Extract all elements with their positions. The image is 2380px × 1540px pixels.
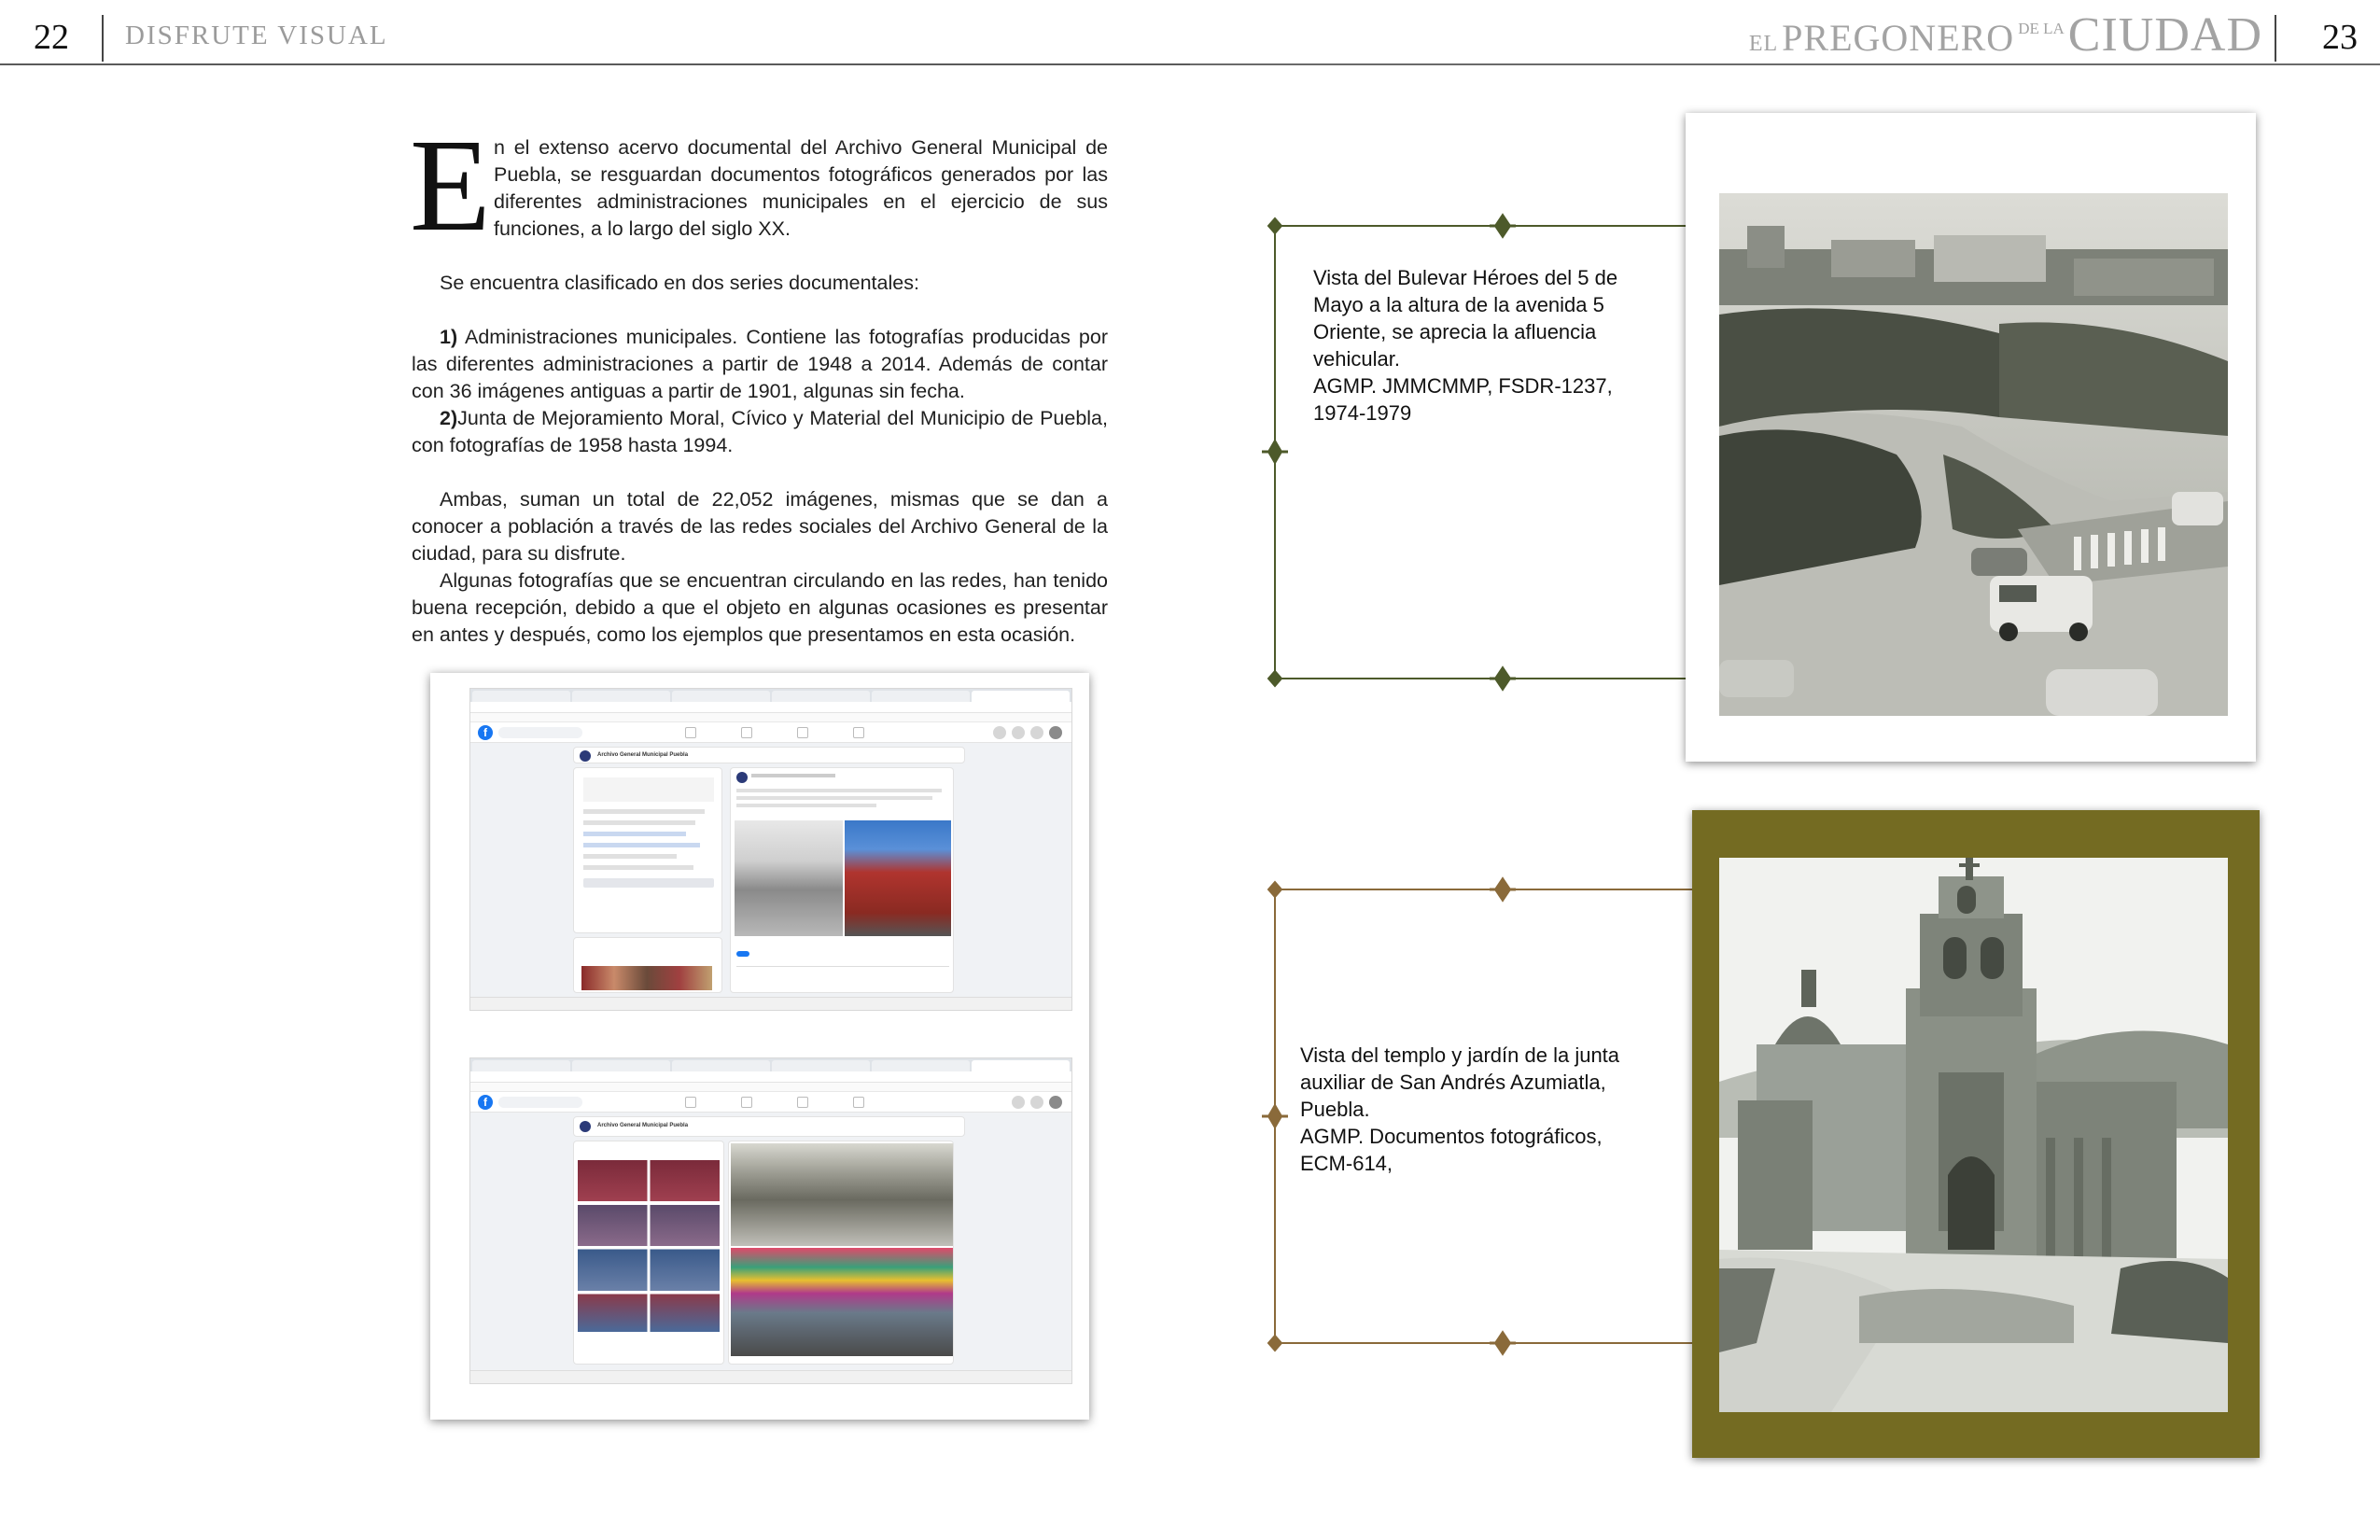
facebook-topbar xyxy=(470,722,1071,743)
series-2-text: Junta de Mejoramiento Moral, Cívico y Material del Municipio de Puebla, con fotografías de 1958 hasta 1994. xyxy=(412,407,1108,456)
series-1-number: 1) xyxy=(440,326,458,348)
post-photo-red-building xyxy=(845,820,951,936)
photo1-caption-line: 1974-1979 xyxy=(1313,401,1412,425)
photo2-caption-line: AGMP. Documentos fotográficos, xyxy=(1300,1125,1603,1148)
photo1-bulevar-scene xyxy=(1719,193,2228,716)
photo2-caption-line: auxiliar de San Andrés Azumiatla, xyxy=(1300,1071,1606,1094)
photo1-caption-line: Vista del Bulevar Héroes del 5 de xyxy=(1313,266,1618,289)
browser-screenshot-2 xyxy=(469,1057,1072,1384)
taskbar xyxy=(470,997,1071,1010)
photo1-caption-line: Mayo a la altura de la avenida 5 xyxy=(1313,293,1604,316)
masthead-logo xyxy=(1749,7,2262,63)
browser-screenshot-1 xyxy=(469,688,1072,1011)
photo1-caption-line: Oriente, se aprecia la afluencia xyxy=(1313,320,1597,343)
photo1-bulevar-image xyxy=(1719,193,2228,716)
facebook-search-field xyxy=(498,727,582,738)
right-page-number: 23 xyxy=(2322,18,2358,57)
browser-address-bar xyxy=(470,702,1071,713)
article-body xyxy=(410,111,1108,649)
browser-address-bar xyxy=(470,1071,1071,1083)
browser-tabs xyxy=(470,689,1071,702)
photo1-caption xyxy=(1313,264,1649,427)
facebook-logo-icon: f xyxy=(478,725,493,740)
facebook-search-field xyxy=(498,1097,582,1108)
photo2-caption-line: Puebla. xyxy=(1300,1098,1370,1121)
photo2-frame xyxy=(1692,810,2260,1458)
reception-paragraph: Algunas fotografías que se encuentran circulando en las redes, han tenido buena recepción, debido a que el objeto en algunas ocasiones es presentar en antes y después, como los ejemplos que presentamos en esta ocasión. xyxy=(412,569,1108,646)
page-name: Archivo General Municipal Puebla xyxy=(597,752,689,758)
post-photos-card xyxy=(728,1141,954,1365)
photo2-caption xyxy=(1300,1042,1673,1177)
left-page-number: 22 xyxy=(34,18,69,57)
about-card xyxy=(573,767,722,933)
photo2-caption-line: ECM-614, xyxy=(1300,1152,1393,1175)
intro-paragraph xyxy=(410,111,1108,259)
browser-tabs xyxy=(470,1058,1071,1071)
section-title: DISFRUTE VISUAL xyxy=(125,21,388,50)
post-card xyxy=(730,767,954,993)
masthead-ciudad: CIUDAD xyxy=(2067,8,2262,62)
bookmarks-bar xyxy=(470,713,1071,722)
series-2-paragraph xyxy=(412,405,1108,459)
page-header-card xyxy=(573,747,965,763)
facebook-topbar xyxy=(470,1092,1071,1113)
photos-grid-card xyxy=(573,1141,724,1365)
masthead-el: EL xyxy=(1748,32,1779,56)
page-header-card xyxy=(573,1116,965,1137)
photos-card xyxy=(573,937,722,993)
header-separator-left xyxy=(102,15,104,62)
post-photo-street-old xyxy=(731,1143,953,1246)
photo1-caption-line: AGMP. JMMCMMP, FSDR-1237, xyxy=(1313,374,1613,398)
photo2-caption-line: Vista del templo y jardín de la junta xyxy=(1300,1043,1620,1067)
post-photo-old-building xyxy=(735,820,843,936)
bookmarks-bar xyxy=(470,1083,1071,1092)
photo2-templo-image xyxy=(1719,858,2228,1412)
series-1-paragraph xyxy=(412,324,1108,405)
photo2-templo-scene xyxy=(1719,858,2228,1412)
taskbar xyxy=(470,1370,1071,1383)
masthead-pregonero: PREGONERO xyxy=(1782,17,2015,59)
page-name: Archivo General Municipal Puebla xyxy=(597,1123,689,1128)
total-paragraph: Ambas, suman un total de 22,052 imágenes, mismas que se dan a conocer a población a través de las redes sociales del Archivo General de la ciudad, para su disfrute. xyxy=(412,488,1108,565)
post-photo-street-new xyxy=(731,1248,953,1356)
masthead-de-la: DE LA xyxy=(2018,20,2065,37)
facebook-logo-icon: f xyxy=(478,1095,493,1110)
photo1-frame xyxy=(1686,113,2256,762)
intro-text: n el extenso acervo documental del Archivo General Municipal de Puebla, se resguardan documentos fotográficos generados por las diferentes administraciones municipales en el ejercicio de sus funciones, a lo largo del siglo XX. xyxy=(494,136,1108,240)
drop-cap: E xyxy=(410,111,491,259)
photo1-caption-line: vehicular. xyxy=(1313,347,1400,371)
header-rule-right xyxy=(1190,63,2380,65)
header-rule-left xyxy=(0,63,1190,65)
series-1-text: Administraciones municipales. Contiene las fotografías producidas por las diferentes administraciones a partir de 1948 a 2014. Además de contar con 36 imágenes antiguas a partir de 1901, algunas sin fecha. xyxy=(412,326,1108,402)
social-media-screenshots xyxy=(430,673,1089,1420)
series-2-number: 2) xyxy=(440,407,458,429)
header-separator-right xyxy=(2275,15,2276,62)
series-intro-paragraph: Se encuentra clasificado en dos series documentales: xyxy=(440,272,919,294)
